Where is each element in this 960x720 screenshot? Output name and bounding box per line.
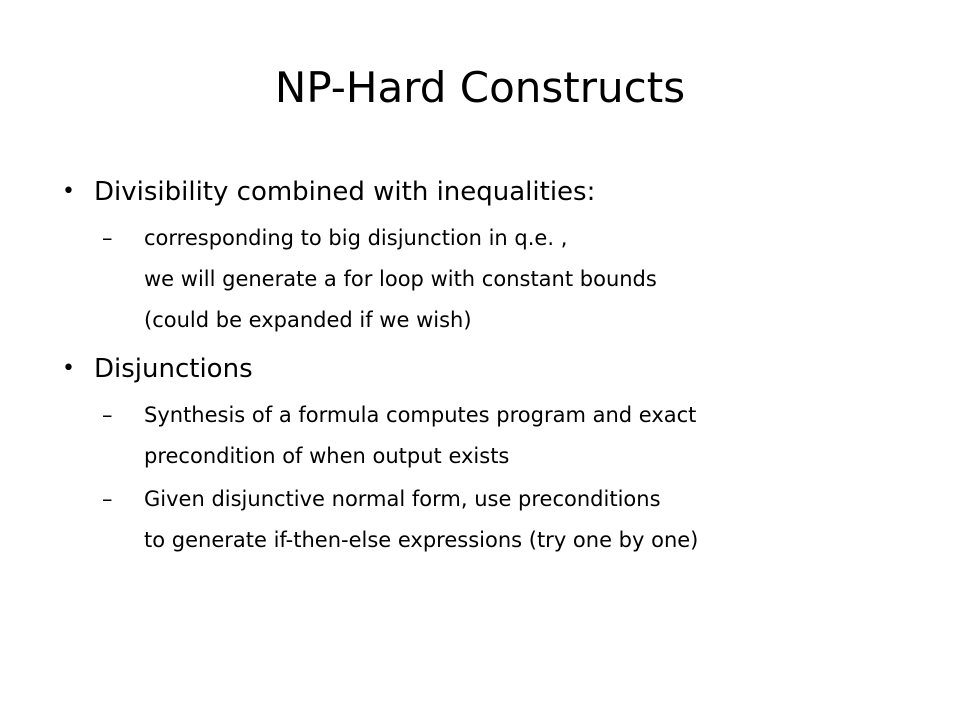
sub-line: corresponding to big disjunction in q.e. , [144,226,568,250]
sub-line: we will generate a for loop with constant bounds [144,267,657,291]
sub-line: (could be expanded if we wish) [144,308,472,332]
sub-list-divisibility [102,218,942,341]
bullet-text: Divisibility combined with inequalities: [94,177,596,207]
sub-bullet-loop [102,218,942,341]
sub-list-disjunctions [102,395,942,561]
bullet-marker: • [62,179,75,204]
sub-marker: – [102,403,113,427]
bullet-text: Disjunctions [94,354,253,384]
sub-bullet-dnf [102,479,942,561]
bullet-divisibility [62,174,942,210]
sub-bullet-synthesis [102,395,942,477]
sub-line: precondition of when output exists [144,444,510,468]
bullet-list [62,174,942,561]
bullet-disjunctions [62,351,942,387]
bullet-marker: • [62,356,75,381]
slide-title: NP-Hard Constructs [274,63,686,112]
sub-line: Given disjunctive normal form, use preconditions [144,487,661,511]
sub-line: to generate if-then-else expressions (try one by one) [144,528,699,552]
sub-marker: – [102,226,113,250]
sub-line: Synthesis of a formula computes program and exact [144,403,697,427]
sub-marker: – [102,487,113,511]
